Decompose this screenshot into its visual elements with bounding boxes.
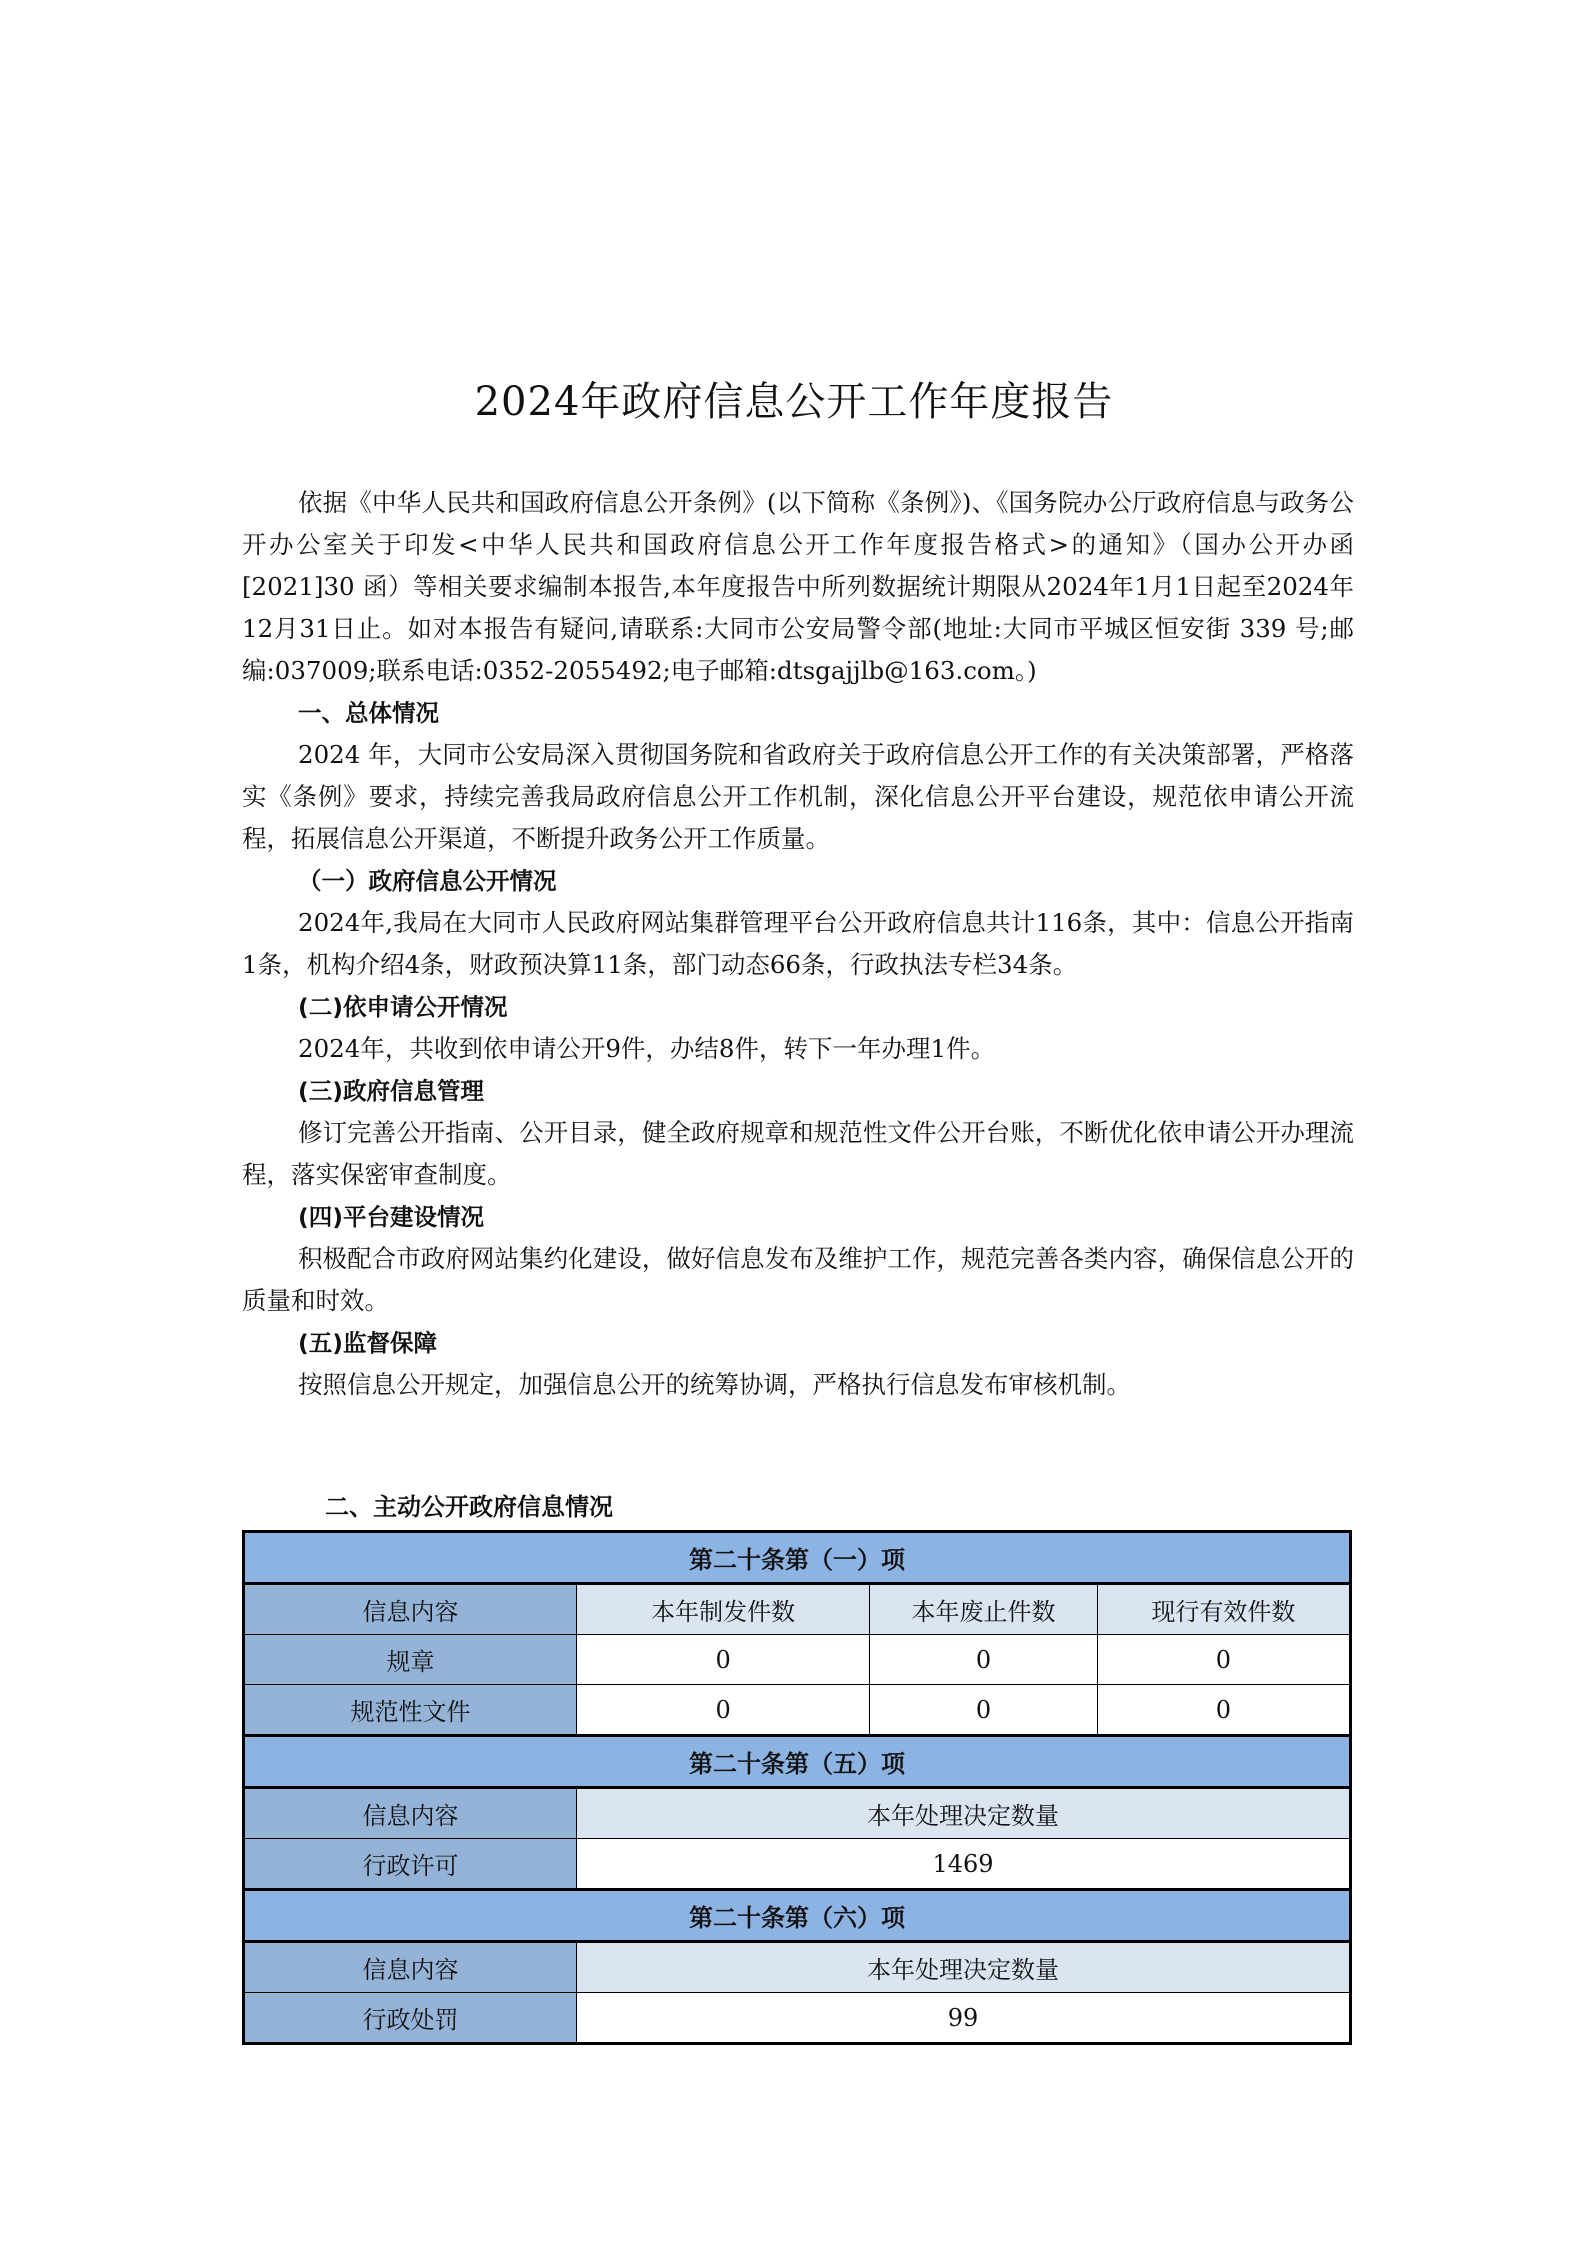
sub4-text: 积极配合市政府网站集约化建设，做好信息发布及维护工作，规范完善各类内容，确保信息公开的质量和时效。	[242, 1244, 1354, 1315]
block2-title: 第二十条第（五）项	[244, 1736, 1351, 1788]
sub2-heading: (二)依申请公开情况	[298, 993, 508, 1021]
row-label: 行政许可	[244, 1839, 577, 1890]
cell-value: 99	[577, 1993, 1351, 2044]
cell-value: 0	[577, 1635, 870, 1685]
block1-title: 第二十条第（一）项	[244, 1532, 1351, 1584]
table-row	[244, 1635, 1351, 1685]
row-label: 行政处罚	[244, 1993, 577, 2044]
table-section-row	[244, 1890, 1351, 1942]
header-cell: 本年废止件数	[870, 1584, 1097, 1635]
sub3-text: 修订完善公开指南、公开目录，健全政府规章和规范性文件公开台账，不断优化依申请公开办理流程，落实保密审查制度。	[242, 1118, 1354, 1189]
table-header-row	[244, 1584, 1351, 1635]
cell-value: 0	[577, 1685, 870, 1736]
table-row	[244, 1839, 1351, 1890]
header-cell: 本年处理决定数量	[577, 1788, 1351, 1839]
table-row	[244, 1685, 1351, 1736]
header-cell: 本年制发件数	[577, 1584, 870, 1635]
sub1-heading: （一）政府信息公开情况	[298, 867, 557, 895]
section1-text: 2024 年，大同市公安局深入贯彻国务院和省政府关于政府信息公开工作的有关决策部署，严格落实《条例》要求，持续完善我局政府信息公开工作机制，深化信息公开平台建设，规范依申请公开流程，拓展信息公开渠道，不断提升政务公开工作质量。	[242, 740, 1354, 853]
section1-heading: 一、总体情况	[298, 699, 439, 727]
intro-paragraph: 依据《中华人民共和国政府信息公开条例》(以下简称《条例》)、《国务院办公厅政府信息与政务公开办公室关于印发<中华人民共和国政府信息公开工作年度报告格式>的通知》（国办公开办函[2021]30 函）等相关要求编制本报告,本年度报告中所列数据统计期限从2024年1月1日起至2024年12月31日止。如对本报告有疑问,请联系:大同市公安局警令部(地址:大同市平城区恒安街 339 号;邮编:037009;联系电话:0352-2055492;电子邮箱:dtsgajjlb@163.com。)	[242, 488, 1354, 685]
cell-value: 0	[870, 1635, 1097, 1685]
sub2-text: 2024年，共收到依申请公开9件，办结8件，转下一年办理1件。	[298, 1034, 996, 1063]
sub3-heading: (三)政府信息管理	[298, 1077, 484, 1105]
header-cell: 本年处理决定数量	[577, 1942, 1351, 1993]
report-body	[242, 482, 1354, 1406]
table-header-row	[244, 1788, 1351, 1839]
table-header-row	[244, 1942, 1351, 1993]
cell-value: 0	[870, 1685, 1097, 1736]
page-title: 2024年政府信息公开工作年度报告	[474, 379, 1114, 425]
sub1-text: 2024年,我局在大同市人民政府网站集群管理平台公开政府信息共计116条，其中：信息公开指南1条，机构介绍4条，财政预决算11条，部门动态66条，行政执法专栏34条。	[242, 908, 1354, 979]
row-label: 规范性文件	[244, 1685, 577, 1736]
table-section-row	[244, 1532, 1351, 1584]
sub4-heading: (四)平台建设情况	[298, 1203, 484, 1231]
row-label: 规章	[244, 1635, 577, 1685]
table-row	[244, 1993, 1351, 2044]
cell-value: 0	[1097, 1685, 1350, 1736]
sub5-text: 按照信息公开规定，加强信息公开的统筹协调，严格执行信息发布审核机制。	[298, 1370, 1131, 1399]
section2-heading: 二、主动公开政府信息情况	[325, 1493, 613, 1521]
cell-value: 1469	[577, 1839, 1351, 1890]
header-cell: 现行有效件数	[1097, 1584, 1350, 1635]
table-section-row	[244, 1736, 1351, 1788]
header-cell: 信息内容	[244, 1942, 577, 1993]
cell-value: 0	[1097, 1635, 1350, 1685]
header-cell: 信息内容	[244, 1788, 577, 1839]
sub5-heading: (五)监督保障	[298, 1329, 437, 1357]
header-cell: 信息内容	[244, 1584, 577, 1635]
disclosure-table	[242, 1530, 1352, 2045]
block3-title: 第二十条第（六）项	[244, 1890, 1351, 1942]
